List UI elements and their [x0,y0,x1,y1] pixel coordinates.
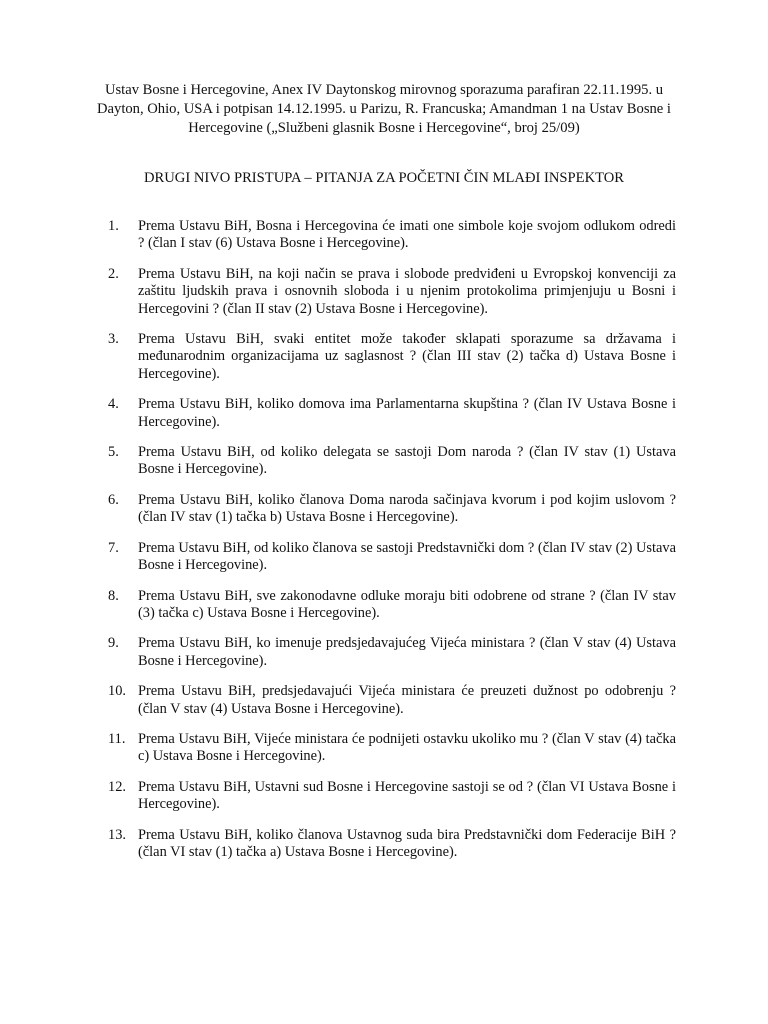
question-number: 2. [108,265,119,282]
question-text: Prema Ustavu BiH, Bosna i Hercegovina će imati one simbole koje svojom odlukom odredi ? (član I stav (6) Ustava Bosne i Hercegovine). [138,218,676,252]
question-text: Prema Ustavu BiH, sve zakonodavne odluke moraju biti odobrene od strane ? (član IV stav (3) tačka c) Ustava Bosne i Hercegovine). [138,587,676,621]
question-text: Prema Ustavu BiH, Ustavni sud Bosne i Hercegovine sastoji se od ? (član VI Ustava Bosne i Hercegovine). [138,778,676,813]
list-item [108,779,676,814]
list-item [108,827,676,862]
question-number: 11. [108,730,126,747]
section-title: DRUGI NIVO PRISTUPA – PITANJA ZA POČETNI ČIN MLAĐI INSPEKTOR [143,170,625,186]
question-text: Prema Ustavu BiH, od koliko delegata se sastoji Dom naroda ? (član IV stav (1) Ustava Bosne i Hercegovine). [138,444,676,478]
list-item [108,492,676,527]
question-number: 3. [108,331,119,348]
question-text: Prema Ustavu BiH, svaki entitet može također sklapati sporazume sa državama i međunarodnim organizacijama uz saglasnost ? (član III stav (2) tačka d) Ustava Bosne i Hercegovine). [138,331,676,382]
question-text: Prema Ustavu BiH, predsjedavajući Vijeća ministara će preuzeti dužnost po odobrenju ? (član V stav (4) Ustava Bosne i Hercegovine). [138,683,676,717]
question-text: Prema Ustavu BiH, Vijeće ministara će podnijeti ostavku ukoliko mu ? (član V stav (4) tačka c) Ustava Bosne i Hercegovine). [138,730,676,765]
list-item [108,218,676,253]
question-number: 8. [108,587,119,604]
document-intro: Ustav Bosne i Hercegovine, Anex IV Daytonskog mirovnog sporazuma parafiran 22.11.1995. u Dayton, Ohio, USA i potpisan 14.12.1995. u Parizu, R. Francuska; Amandman 1 na Ustav Bosne i Hercegovine („Službeni glasnik Bosne i Hercegovine“, broj 25/09) [97,82,671,136]
list-item [108,540,676,575]
question-number: 1. [108,218,119,234]
question-number: 9. [108,635,119,652]
list-item [108,444,676,479]
list-item [108,635,676,670]
question-text: Prema Ustavu BiH, ko imenuje predsjedavajućeg Vijeća ministara ? (član V stav (4) Ustava Bosne i Hercegovine). [138,635,676,669]
list-item [108,331,676,383]
question-number: 7. [108,539,119,556]
question-text: Prema Ustavu BiH, koliko članova Doma naroda sačinjava kvorum i pod kojim uslovom ? (član IV stav (1) tačka b) Ustava Bosne i Hercegovine). [138,491,676,526]
question-text: Prema Ustavu BiH, od koliko članova se sastoji Predstavnički dom ? (član IV stav (2) Ustava Bosne i Hercegovine). [138,539,676,574]
question-list [108,218,676,874]
list-item [108,683,676,718]
question-text: Prema Ustavu BiH, na koji način se prava i slobode predviđeni u Evropskoj konvenciji za zaštitu ljudskih prava i osnovnih sloboda i u njenim protokolima primjenjuju u Bosni i Hercegovini ? (član II stav (2) Ustava Bosne i Hercegovine). [138,265,676,317]
question-number: 4. [108,396,119,413]
question-number: 5. [108,444,119,461]
question-text: Prema Ustavu BiH, koliko članova Ustavnog suda bira Predstavnički dom Federacije BiH ? (član VI stav (1) tačka a) Ustava Bosne i Hercegovine). [138,826,676,860]
question-number: 13. [108,826,126,843]
list-item [108,588,676,623]
question-number: 12. [108,778,126,795]
list-item [108,396,676,431]
question-number: 6. [108,491,119,508]
question-text: Prema Ustavu BiH, koliko domova ima Parlamentarna skupština ? (član IV Ustava Bosne i Hercegovine). [138,396,676,430]
question-number: 10. [108,683,126,700]
list-item [108,266,676,318]
list-item [108,731,676,766]
